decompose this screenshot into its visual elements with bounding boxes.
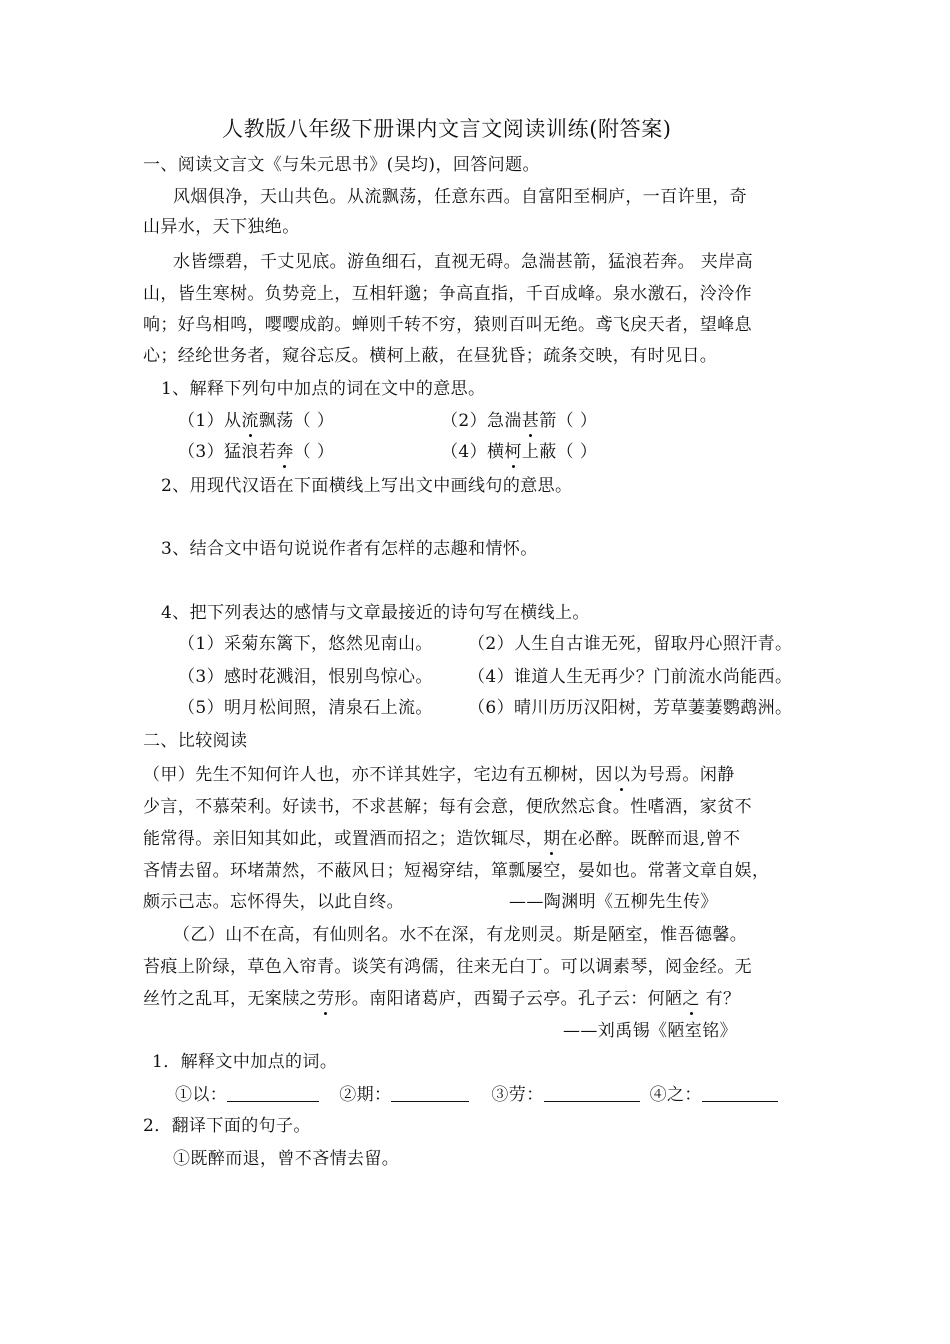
yi-line2: 苔痕上阶绿，草色入帘青。谈笑有鸿儒，往来无白丁。可以调素琴，阅金经。无 [143, 957, 752, 977]
s1-q2-prompt: 2、用现代汉语在下面横线上写出文中画线句的意思。 [161, 476, 573, 496]
emphasis-dot-char: 之 [682, 989, 700, 1009]
s1-q4-option2: （2）人生自古谁无死，留取丹心照汗青。 [468, 634, 793, 654]
passage1-line6: 心；经纶世务者，窥谷忘反。横柯上蔽，在昼犹昏；疏条交映，有时见日。 [143, 346, 718, 366]
jia-line1: （甲）先生不知何许人也，亦不详其姓字，宅边有五柳树，因以为号焉。闲静 [143, 765, 735, 785]
s1-q4-option5: （5）明月松间照，清泉石上流。 [178, 698, 433, 718]
emphasis-dot-char: 奔 [276, 442, 294, 462]
yi-line1: （乙）山不在高，有仙则名。水不在深，有龙则灵。斯是陋室，惟吾德馨。 [173, 925, 748, 945]
s1-q1-prompt: 1、解释下列句中加点的词在文中的意思。 [161, 379, 486, 399]
emphasis-dot-char: 甚 [521, 411, 540, 431]
jia-line4: 吝情去留。环堵萧然，不蔽风日；短褐穿结，箪瓢屡空，晏如也。常著文章自娱， [143, 861, 770, 881]
s2-q1-blanks: ①以： ②期： ③劳： ④之： [175, 1083, 778, 1106]
jia-line5: 颇示己志。忘怀得失，以此自终。 [143, 892, 404, 912]
s1-q1-item2: （2）急湍甚箭（ ） [441, 411, 598, 431]
s2-q1-prompt: 1．解释文中加点的词。 [152, 1052, 338, 1072]
passage1-line2: 山异水，天下独绝。 [143, 217, 300, 237]
jia-source: ——陶渊明《五柳先生传》 [509, 892, 718, 912]
emphasis-dot-char: 以 [612, 765, 631, 785]
answer-blank-1[interactable] [227, 1083, 319, 1102]
passage1-line3: 水皆缥碧，千丈见底。游鱼细石，直视无碍。急湍甚箭，猛浪若奔。 夹岸高 [173, 252, 754, 272]
s1-q4-option6: （6）晴川历历汉阳树，芳草萋萋鹦鹉洲。 [468, 698, 793, 718]
jia-line2: 少言，不慕荣利。好读书，不求甚解；每有会意，便欣然忘食。性嗜酒，家贫不 [143, 797, 752, 817]
s1-q3-prompt: 3、结合文中语句说说作者有怎样的志趣和情怀。 [161, 539, 538, 559]
emphasis-dot-char: 流 [241, 411, 259, 431]
s1-q4-option4: （4）谁道人生无再少？门前流水尚能西。 [468, 667, 793, 687]
emphasis-dot-char: 劳 [317, 989, 335, 1009]
answer-blank-2[interactable] [391, 1083, 469, 1102]
s1-q4-option1: （1）采菊东篱下，悠然见南山。 [178, 634, 433, 654]
emphasis-dot-char: 期 [543, 829, 561, 849]
section2-heading: 二、比较阅读 [143, 731, 248, 751]
answer-blank-4[interactable] [702, 1083, 778, 1102]
section1-heading: 一、阅读文言文《与朱元思书》(吴均)，回答问题。 [143, 155, 540, 175]
s1-q1-item1: （1）从流飘荡（ ） [178, 411, 335, 431]
s1-q1-item3: （3）猛浪若奔（ ） [178, 442, 335, 462]
passage1-line4: 山，皆生寒树。负势竞上，互相轩邈；争高直指，千百成峰。泉水激石，泠泠作 [143, 284, 752, 304]
s1-q4-option3: （3）感时花溅泪，恨别鸟惊心。 [178, 667, 433, 687]
passage1-line1: 风烟俱净，天山共色。从流飘荡，任意东西。自富阳至桐庐，一百许里，奇 [173, 187, 748, 207]
s2-q2-sentence1: ①既醉而退，曾不吝情去留。 [173, 1149, 400, 1169]
page-title: 人教版八年级下册课内文言文阅读训练(附答案) [222, 117, 672, 141]
s1-q1-item4: （4）横柯上蔽（ ） [441, 442, 598, 462]
passage1-line5: 响；好鸟相鸣，嘤嘤成韵。蝉则千转不穷，猿则百叫无绝。鸢飞戾天者，望峰息 [143, 315, 752, 335]
s2-q2-prompt: 2．翻译下面的句子。 [143, 1116, 311, 1136]
answer-blank-3[interactable] [544, 1083, 640, 1102]
emphasis-dot-char: 柯 [504, 442, 522, 462]
s1-q4-prompt: 4、把下列表达的感情与文章最接近的诗句写在横线上。 [161, 603, 590, 623]
yi-source: ——刘禹锡《陋室铭》 [563, 1021, 737, 1041]
yi-line3: 丝竹之乱耳，无案牍之劳形。南阳诸葛庐，西蜀子云亭。孔子云：何陋之 有？ [143, 989, 741, 1009]
jia-line3: 能常得。亲旧知其如此，或置酒而招之；造饮辄尽，期在必醉。既醉而退,曾不 [143, 829, 741, 849]
